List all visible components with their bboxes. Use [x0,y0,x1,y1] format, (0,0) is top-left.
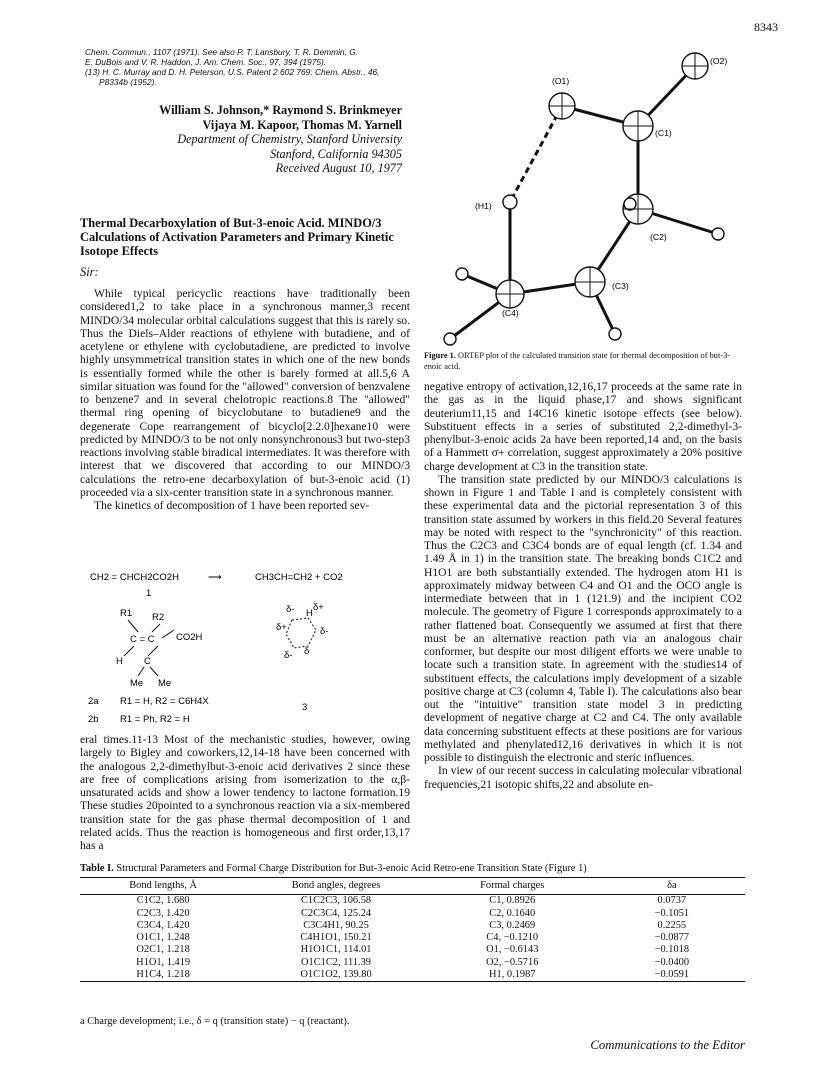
bond [138,667,144,676]
table-cell: 0.2255 [657,919,687,931]
table-cell: O1C1, 1.248 [136,932,190,944]
table-row [80,908,745,920]
table-row [80,944,745,956]
bond [128,620,138,632]
atom-label-h1: (H1) [475,201,492,211]
table-cell: O2, −0.5716 [486,956,539,968]
reference-line: (13) H. C. Murray and D. H. Peterson, U.S. Patent 2 602 769; Chem. Abstr., 46, [85,67,380,77]
table-cell: C3C4H1, 90.25 [303,919,369,931]
table-cell: O2C1, 1.218 [136,944,190,956]
column-header: δa [599,878,745,895]
atom-label-c2: (C2) [650,232,667,242]
atom-label-o1: (O1) [552,76,570,86]
paragraph: While typical pericyclic reactions have traditionally been considered1,2 to take place in a synchronous manner,3 recent MINDO/34 molecular orbital calculations suggest that this is rarely so. Thus the Diels–Alder reactions of ethylene with butadiene, and of acetylene or ethylene with cyclobutadiene, are predicted to involve highly unsymmetrical transition states in which one of the new bonds is essentially formed while the other is barely formed at all.5,6 A similar situation was found for the "allowed" conversion of benzvalene to benzene7 and in several chelotropic reactions.8 The "allowed" thermal ring opening of bicyclobutane to butadiene9 and the degenerate Cope rearrangement of bicyclo[2.2.0]hexane10 were predicted by MINDO/3 to be not only nonsynchronous3 but two-step3 reactions involving stable biradical intermediates. It was therefore with interest that we discovered that according to our MINDO/3 calculations the retro-ene decarboxylation of but-3-enoic acid (1) proceeded via a six-center transition state in a synchronous manner. [80,287,410,499]
structure-me2: Me [158,678,172,689]
reaction-scheme [80,568,410,733]
table-cell: C2C3, 1.420 [136,907,190,919]
table-footnote: a Charge development; i.e., δ = q (transition state) − q (reactant). [80,1016,350,1027]
bond [162,630,174,638]
table-title-text: Structural Parameters and Formal Charge Distribution for But-3-enoic Acid Retro-ene Transition State (Figure 1) [113,863,587,874]
table-cell: C1C2, 1.680 [136,895,190,907]
table-cell: H1O1, 1.419 [136,956,191,968]
table-cell: −0.0400 [654,956,690,968]
delta-label: H [306,608,313,619]
compound-label-3: 3 [302,702,308,713]
table-cell: −0.0877 [654,932,690,944]
reaction-arrow: ⟶ [208,572,222,583]
structure-me1: Me [130,678,144,689]
right-column [424,380,742,791]
table-cell: C3C4, 1.420 [136,919,190,931]
delta-label: δ- [284,650,293,661]
table-row [80,895,745,908]
delta-label: δ- [286,604,295,615]
table-cell: O1, −0.6143 [486,944,539,956]
atom-label-o2: (O2) [710,56,728,66]
delta-label: δ+ [276,622,287,633]
table-cell: C1C2C3, 106.58 [300,895,372,907]
structure-h: H [116,656,123,667]
table-cell: 0.0737 [657,895,687,907]
table-cell: C4, −0.1210 [486,932,539,944]
structure-r1: R1 [120,608,133,619]
reference-line: P8334b (1952). [99,77,157,87]
ortep-figure [440,44,740,349]
table-row [80,969,745,982]
structure-r2: R2 [152,612,165,623]
atom-h1 [503,195,517,209]
paragraph: negative entropy of activation,12,16,17 proceeds at the same rate in the gas as in the liquid phase,17 and shows significant deuterium11,15 and 14C16 kinetic isotope effects (see below). Substituent effects in a series of substituted 2,2-dimethyl-3-phenylbut-3-enoic acids 2a have been reported,14 and, on the basis of a Hammett σ+ correlation, suggest approximately a 20% positive charge development at C3 in the transition state. [424,380,742,473]
table-cell: O1C1O2, 139.80 [246,969,426,982]
table-cell: H1O1C1, 114.01 [300,944,372,956]
structure-c: C [144,656,151,667]
table-cell: C2C3C4, 125.24 [300,907,372,919]
atom-label-c3: (C3) [612,281,629,291]
column-header: Bond lengths, Å [80,878,246,895]
references [85,47,415,87]
paragraph: The kinetics of decomposition of 1 have been reported sev- [94,499,370,512]
compound-label-1: 1 [146,588,152,599]
table-row [80,932,745,944]
figure-caption-text: ORTEP plot of the calculated transition state for thermal decomposition of but-3-enoic acid. [424,351,731,371]
table-header-row [80,878,745,895]
column-header: Formal charges [426,878,599,895]
table-row [80,957,745,969]
atom-h [444,333,456,345]
footer-section-name: Communications to the Editor [590,1038,745,1052]
reference-line: Chem. Commun., 1107 (1971). See also P. T. Lansbury, T. R. Demmin, G. [85,47,359,57]
structure-co2h: CO2H [176,632,203,643]
author-block [120,103,402,176]
compound-2a-definition: R1 = H, R2 = C6H4X [120,696,209,707]
left-column-bottom [80,733,410,852]
affiliation-place: Stanford, California 94305 [270,146,402,161]
author-names-line2: Vijaya M. Kapoor, Thomas M. Yarnell [202,117,402,132]
paragraph: eral times.11-13 Most of the mechanistic studies, however, owing largely to Bigley and coworkers,12,14-18 have been concerned with the analogous 2,2-dimethylbut-3-enoic acid derivatives 2 since these are free of complications arising from isomerization to the α,β-unsaturated acids and show a lower tendency to lactone formation.19 These studies 20pointed to a synchronous reaction via a six-membered transition state for the gas phase thermal decomposition of 1 and related acids. Thus the reaction is homogeneous and first order,13,17 has a [80,733,410,852]
atom-h [624,198,636,210]
page-number: 8343 [754,20,778,34]
compound-2b-definition: R1 = Ph, R2 = H [120,714,190,725]
table-cell: O1C1C2, 111.39 [301,956,371,968]
reactant-formula: CH2 = CHCH2CO2H [90,572,179,583]
table-cell: −0.0591 [599,969,745,982]
atom-h [456,268,468,280]
salutation: Sir: [80,265,99,279]
table-caption [80,863,745,874]
compound-label-2a: 2a [88,696,99,707]
author-names-line1: William S. Johnson,* Raymond S. Brinkmeyer [159,103,402,117]
bond [124,646,134,656]
paragraph: The transition state predicted by our MINDO/3 calculations is shown in Figure 1 and Table I and is completely consistent with these experimental data and the pictorial representation 3 of this transition state assumed by workers in this field.20 Several features may be noted with respect to the "synchronicity" of this reaction. Thus the C2C3 and C3C4 bonds are of equal length (cf. 1.34 and 1.49 Å in 1) in the transition state. The breaking bonds C1C2 and H1O1 are both substantially extended. The hydrogen atom H1 is approximately midway between C4 and O1 and the OCO angle is intermediate between that in 1 (121.9) and the incipient CO2 molecule. The geometry of Figure 1 corresponds approximately to a rather flattened boat. Consequently we assumed at first that there must be an alternative reaction path via an analogous chair conformer, but despite our most diligent efforts we were unable to locate such a transition state. In agreement with the studies14 of substituent effects, the calculations imply development of a sizable positive charge at C3 (column 4, Table I). The calculations also bear out the "intuitive" transition state model 3 in predicting development of negative charge at C2 and C4. The only available data concerning substituent effects at these positions are for various methylated and phenylated12,16 derivatives in which it is not possible to distinguish the electronic and steric influences. [424,472,742,764]
bond [150,667,158,676]
figure-label: Figure 1. [424,351,456,360]
table-cell: H1C4, 1.218 [80,969,246,982]
article-title: Thermal Decarboxylation of But-3-enoic Acid. MINDO/3 Calculations of Activation Parameters and Primary Kinetic Isotope Effects [80,216,394,258]
bond [148,646,158,656]
atom-h [712,228,724,240]
affiliation-dept: Department of Chemistry, Stanford University [177,132,402,146]
table-cell: C4H1O1, 150.21 [300,932,372,944]
figure-caption [424,350,742,372]
compound-label-2b: 2b [88,714,99,725]
delta-label: δ- [320,626,329,637]
reference-line: E. DuBois and V. R. Haddon, J. Am. Chem. Soc., 97, 394 (1975). [85,57,327,67]
received-date: Received August 10, 1977 [275,161,402,175]
table-label: Table I. [80,863,114,874]
delta-label: δ [304,646,310,657]
left-column-top [80,287,410,512]
atom-h [609,328,621,340]
atom-label-c4: (C4) [502,308,519,318]
table-cell: C2, 0.1640 [489,907,536,919]
table-cell: −0.1051 [654,907,690,919]
table-cell: C3, 0.2469 [489,919,536,931]
atom-label-c1: (C1) [655,128,672,138]
transition-state-ring [286,618,316,648]
product-formula: CH3CH=CH2 + CO2 [255,572,343,583]
table-row [80,920,745,932]
table-cell: C1, 0.8926 [489,895,536,907]
bond [152,624,160,632]
structure-cc: C = C [130,634,155,645]
delta-label: δ+ [313,602,324,613]
table-cell: −0.1018 [654,944,690,956]
paragraph: In view of our recent success in calculating molecular vibrational frequencies,21 isotopic shifts,22 and absolute en- [424,764,742,791]
data-table [80,877,745,982]
column-header: Bond angles, degrees [246,878,426,895]
table-cell: H1, 0.1987 [426,969,599,982]
